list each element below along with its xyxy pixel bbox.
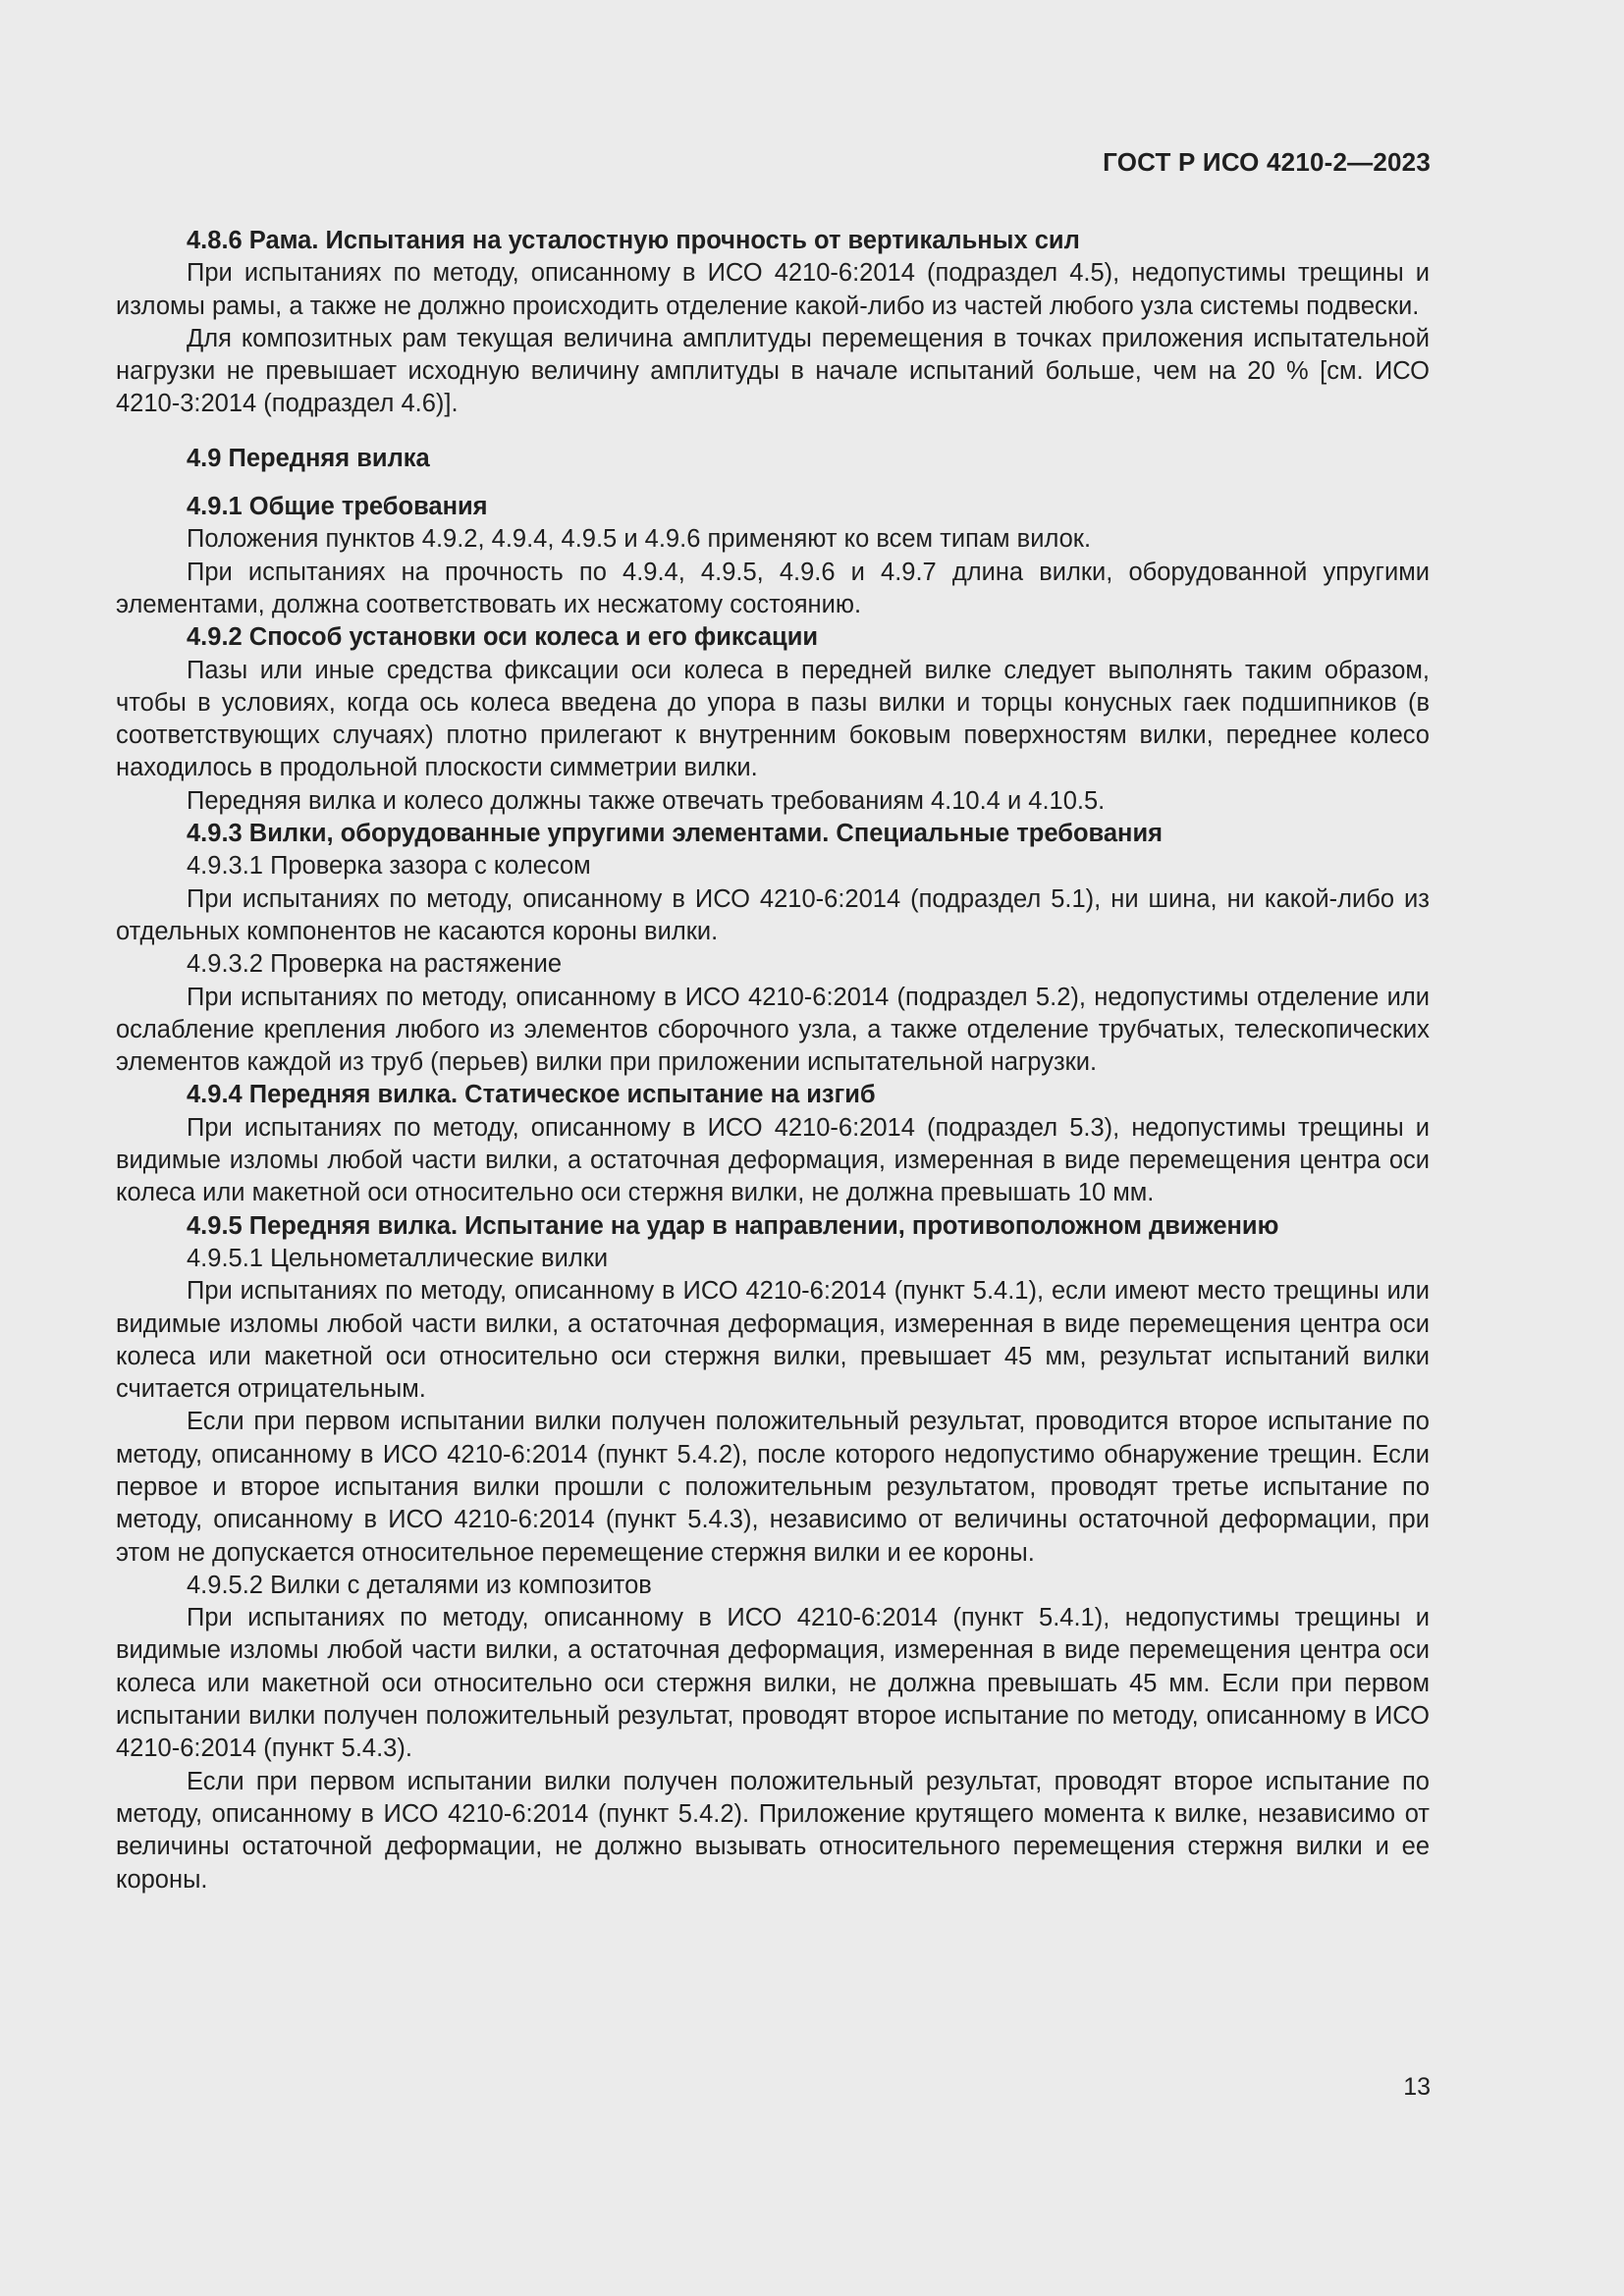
section-heading: 4.9 Передняя вилка <box>187 444 430 472</box>
paragraph: Пазы или иные средства фиксации оси колеса в передней вилке следует выполнять таким образом, чтобы в условиях, когда ось колеса введена до упора в пазы вилки и торцы конусных гаек подшипников (в соответствующих случаях) плотно прилегают к внутренним боковым поверхностям вилки, переднее колесо находилось в продольной плоскости симметрии вилки. <box>116 656 1430 782</box>
document-body <box>116 225 1430 1896</box>
paragraph: Если при первом испытании вилки получен положительный результат, проводится второе испытание по методу, описанному в ИСО 4210-6:2014 (пункт 5.4.2), после которого недопустимо обнаружение трещин. Если первое и второе испытания вилки прошли с положительным результатом, проводят третье испытание по методу, описанному в ИСО 4210-6:2014 (пункт 5.4.3), независимо от величины остаточной деформации, при этом не допускается относительное перемещение стержня вилки и ее короны. <box>116 1408 1430 1567</box>
subsection-heading: 4.9.5.2 Вилки с деталями из композитов <box>187 1571 652 1599</box>
paragraph: При испытаниях по методу, описанному в ИСО 4210-6:2014 (пункт 5.4.1), недопустимы трещины и видимые изломы любой части вилки, а остаточная деформация, измеренная в виде перемещения центра оси колеса или макетной оси относительно оси стержня вилки, не должна превышать 45 мм. Если при первом испытании вилки получен положительный результат, проводят второе испытание по методу, описанному в ИСО 4210-6:2014 (пункт 5.4.3). <box>116 1604 1430 1763</box>
page-number: 13 <box>1403 2073 1431 2101</box>
section-heading: 4.9.1 Общие требования <box>187 493 488 521</box>
paragraph: Для композитных рам текущая величина амплитуды перемещения в точках приложения испытательной нагрузки не превышает исходную величину амплитуды в начале испытаний больше, чем на 20 % [см. ИСО 4210-3:2014 (подраздел 4.6)]. <box>116 324 1430 418</box>
section-heading: 4.9.5 Передняя вилка. Испытание на удар в направлении, противоположном движению <box>187 1211 1279 1240</box>
section-heading: 4.9.2 Способ установки оси колеса и его фиксации <box>187 623 819 652</box>
paragraph: Передняя вилка и колесо должны также отвечать требованиям 4.10.4 и 4.10.5. <box>187 786 1106 815</box>
paragraph: При испытаниях по методу, описанному в ИСО 4210-6:2014 (подраздел 5.2), недопустимы отделение или ослабление крепления любого из элементов сборочного узла, а также отделение трубчатых, телескопических элементов каждой из труб (перьев) вилки при приложении испытательной нагрузки. <box>116 983 1430 1077</box>
section-heading: 4.8.6 Рама. Испытания на усталостную прочность от вертикальных сил <box>187 227 1080 254</box>
paragraph: При испытаниях по методу, описанному в ИСО 4210-6:2014 (подраздел 5.1), ни шина, ни какой-либо из отдельных компонентов не касаются короны вилки. <box>116 884 1430 945</box>
paragraph: При испытаниях по методу, описанному в ИСО 4210-6:2014 (подраздел 5.3), недопустимы трещины и видимые изломы любой части вилки, а остаточная деформация, измеренная в виде перемещения центра оси колеса или макетной оси относительно оси стержня вилки, не должна превышать 10 мм. <box>116 1113 1430 1207</box>
subsection-heading: 4.9.3.2 Проверка на растяжение <box>187 950 563 979</box>
paragraph: Если при первом испытании вилки получен положительный результат, проводят второе испытание по методу, описанному в ИСО 4210-6:2014 (пункт 5.4.2). Приложение крутящего момента к вилке, независимо от величины остаточной деформации, не должно вызывать относительного перемещения стержня вилки и ее короны. <box>116 1767 1430 1894</box>
subsection-heading: 4.9.5.1 Цельнометаллические вилки <box>187 1244 609 1272</box>
subsection-heading: 4.9.3.1 Проверка зазора с колесом <box>187 852 591 881</box>
section-heading: 4.9.4 Передняя вилка. Статическое испытание на изгиб <box>187 1081 876 1109</box>
paragraph: При испытаниях по методу, описанному в ИСО 4210-6:2014 (подраздел 4.5), недопустимы трещины и изломы рамы, а также не должно происходить отделение какой-либо из частей любого узла системы подвески. <box>116 259 1430 320</box>
paragraph: Положения пунктов 4.9.2, 4.9.4, 4.9.5 и 4.9.6 применяют ко всем типам вилок. <box>187 525 1092 554</box>
paragraph: При испытаниях на прочность по 4.9.4, 4.9.5, 4.9.6 и 4.9.7 длина вилки, оборудованной упругими элементами, должна соответствовать их несжатому состоянию. <box>116 558 1430 618</box>
section-heading: 4.9.3 Вилки, оборудованные упругими элементами. Специальные требования <box>187 820 1164 848</box>
paragraph: При испытаниях по методу, описанному в ИСО 4210-6:2014 (пункт 5.4.1), если имеют место трещины или видимые изломы любой части вилки, а остаточная деформация, измеренная в виде перемещения центра оси колеса или макетной оси относительно оси стержня вилки, превышает 45 мм, результат испытаний вилки считается отрицательным. <box>116 1277 1430 1404</box>
document-code-header: ГОСТ Р ИСО 4210-2—2023 <box>1103 147 1431 177</box>
